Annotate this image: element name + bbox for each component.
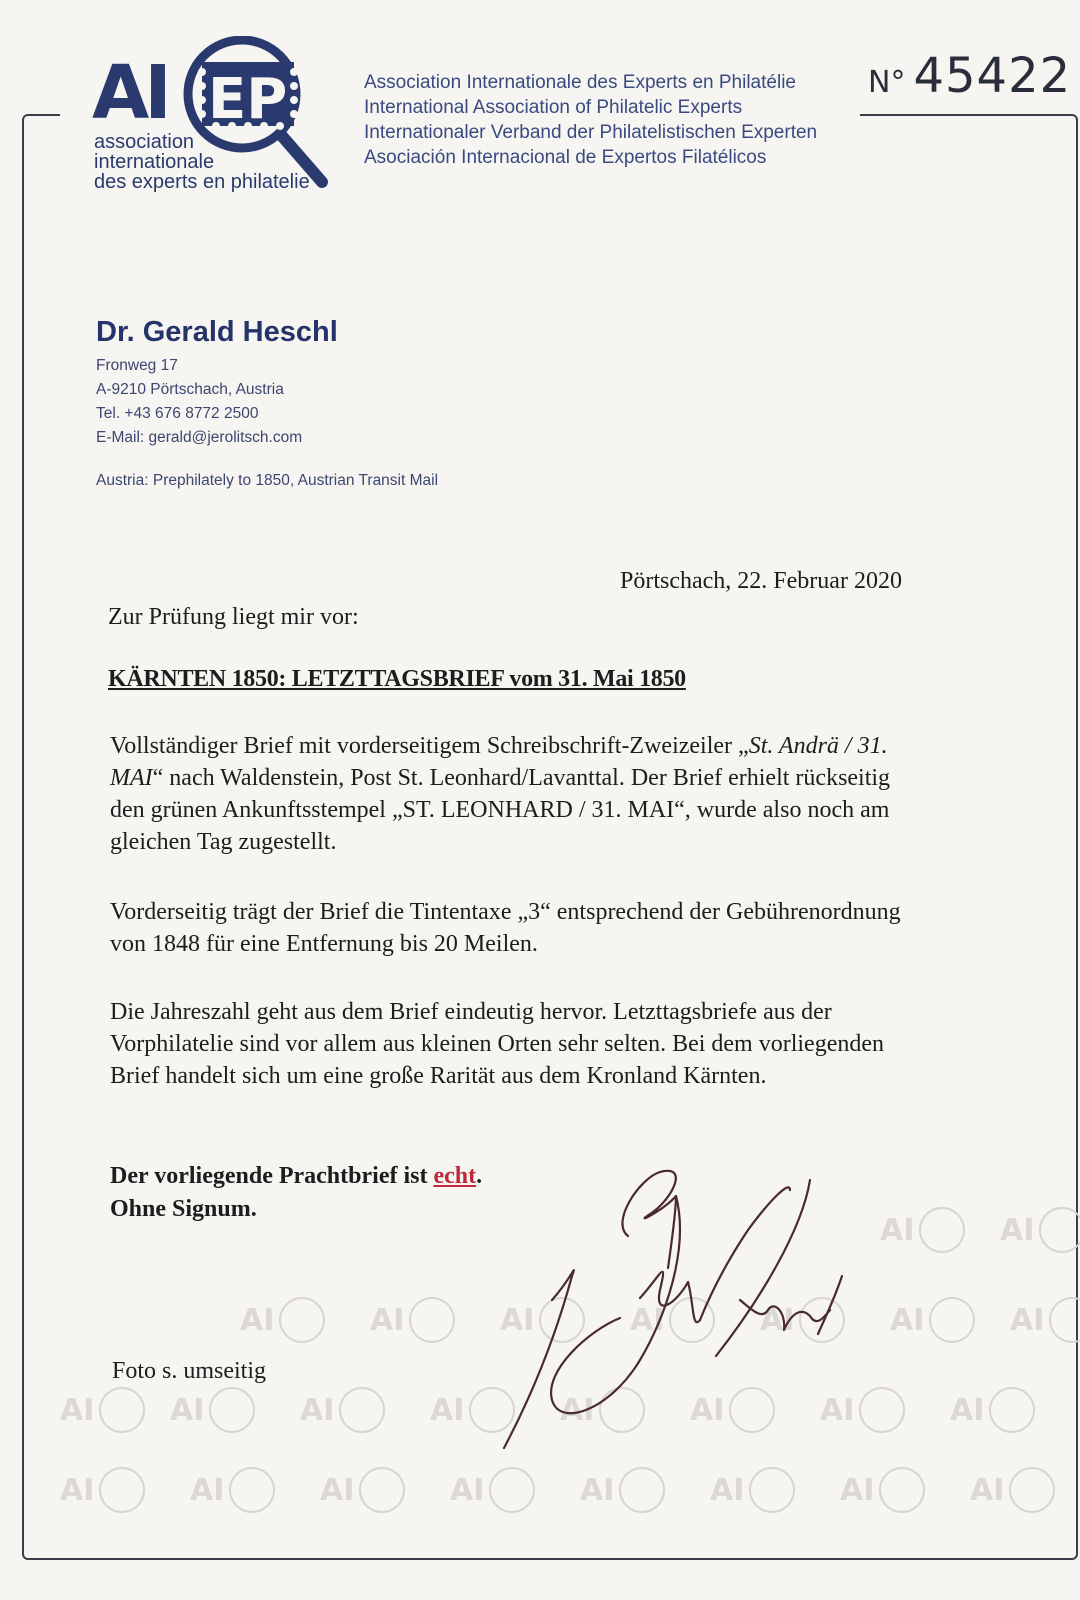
watermark-logo: AI xyxy=(190,1473,225,1508)
verdict-word: echt xyxy=(433,1163,477,1189)
paragraph-rarity: Die Jahreszahl geht aus dem Brief eindeutig hervor. Letzttagsbriefe aus der Vorphilatelie sind vor allem aus kleinen Orten sehr selten. Bei dem vorliegenden Brief handelt sich um eine große Rarität aus dem Kronland Kärnten. xyxy=(110,999,885,1089)
watermark-logo: AI xyxy=(840,1473,875,1508)
association-names xyxy=(364,70,817,170)
watermark-logo: AI xyxy=(710,1473,745,1508)
intro-line: Zur Prüfung liegt mir vor: xyxy=(108,604,359,630)
expert-city: A-9210 Pörtschach, Austria xyxy=(96,381,284,398)
aiep-logo xyxy=(92,36,342,196)
certificate-number-label: N° xyxy=(868,65,906,100)
watermark-logo: AI xyxy=(320,1473,355,1508)
watermark-logo: AI xyxy=(500,1303,535,1338)
watermark-logo: AI xyxy=(430,1393,465,1428)
watermark-logo: AI xyxy=(630,1303,665,1338)
place-date: Pörtschach, 22. Februar 2020 xyxy=(620,568,902,594)
expert-specialty: Austria: Prephilately to 1850, Austrian Transit Mail xyxy=(96,472,439,489)
watermark-logo: AI xyxy=(580,1473,615,1508)
watermark-logo: AI xyxy=(560,1393,595,1428)
watermark-logo: AI xyxy=(950,1393,985,1428)
watermark-logo: AI xyxy=(370,1303,405,1338)
expert-street: Fronweg 17 xyxy=(96,357,178,374)
watermark-logo: AI xyxy=(690,1393,725,1428)
watermark-logo: AI xyxy=(450,1473,485,1508)
no-signum-line: Ohne Signum. xyxy=(110,1196,257,1222)
watermark-logo: AI xyxy=(60,1393,95,1428)
expert-name: Dr. Gerald Heschl xyxy=(96,316,338,348)
watermark-logo: AI xyxy=(970,1473,1005,1508)
logo-subtitle: association internationale des experts en philatelie xyxy=(94,131,310,193)
association-name-es: Asociación Internacional de Expertos Filatélicos xyxy=(364,147,767,168)
svg-text:EP: EP xyxy=(208,67,288,132)
watermark-logo: AI xyxy=(880,1213,915,1248)
watermark-logo: AI xyxy=(300,1393,335,1428)
photo-note: Foto s. umseitig xyxy=(112,1358,267,1384)
watermark-logo: AI xyxy=(820,1393,855,1428)
expert-email: E-Mail: gerald@jerolitsch.com xyxy=(96,429,303,446)
watermark-logo: AI xyxy=(890,1303,925,1338)
paragraph-description: Vollständiger Brief mit vorderseitigem Schreibschrift-Zweizeiler „St. Andrä / 31. MAI“ nach Waldenstein, Post St. Leonhard/Lavanttal. Der Brief erhielt rückseitig den grünen Ankunftsstempel „ST. LEONHARD / 31. MAI“, wurde also noch am gleichen Tag zugestellt. xyxy=(110,733,891,855)
expert-phone: Tel. +43 676 8772 2500 xyxy=(96,405,259,422)
postmark-text: St. Andrä / 31. MAI xyxy=(110,733,888,791)
watermark-logo: AI xyxy=(760,1303,795,1338)
certificate-number xyxy=(868,48,1071,104)
watermark-logo: AI xyxy=(240,1303,275,1338)
logo-ai-letters: AI xyxy=(92,50,167,136)
association-name-de: Internationaler Verband der Philatelistischen Experten xyxy=(364,122,818,143)
paragraph-postage: Vorderseitig trägt der Brief die Tintentaxe „3“ entsprechend der Gebührenordnung von 1848 für eine Entfernung bis 20 Meilen. xyxy=(110,899,901,957)
watermark-logo: AI xyxy=(1010,1303,1045,1338)
conclusion xyxy=(110,1160,482,1226)
verdict-line: Der vorliegende Prachtbrief ist echt. xyxy=(110,1163,483,1189)
watermark-logo: AI xyxy=(170,1393,205,1428)
watermark-logo: AI xyxy=(60,1473,95,1508)
association-name-en: International Association of Philatelic Experts xyxy=(364,97,743,118)
watermark-logo: AI xyxy=(1000,1213,1035,1248)
association-name-fr: Association Internationale des Experts en Philatélie xyxy=(364,72,796,93)
subject-heading: KÄRNTEN 1850: LETZTTAGSBRIEF vom 31. Mai 1850 xyxy=(108,666,686,692)
expert-contact xyxy=(96,354,302,450)
certificate-number-value: 45422 xyxy=(913,48,1072,104)
